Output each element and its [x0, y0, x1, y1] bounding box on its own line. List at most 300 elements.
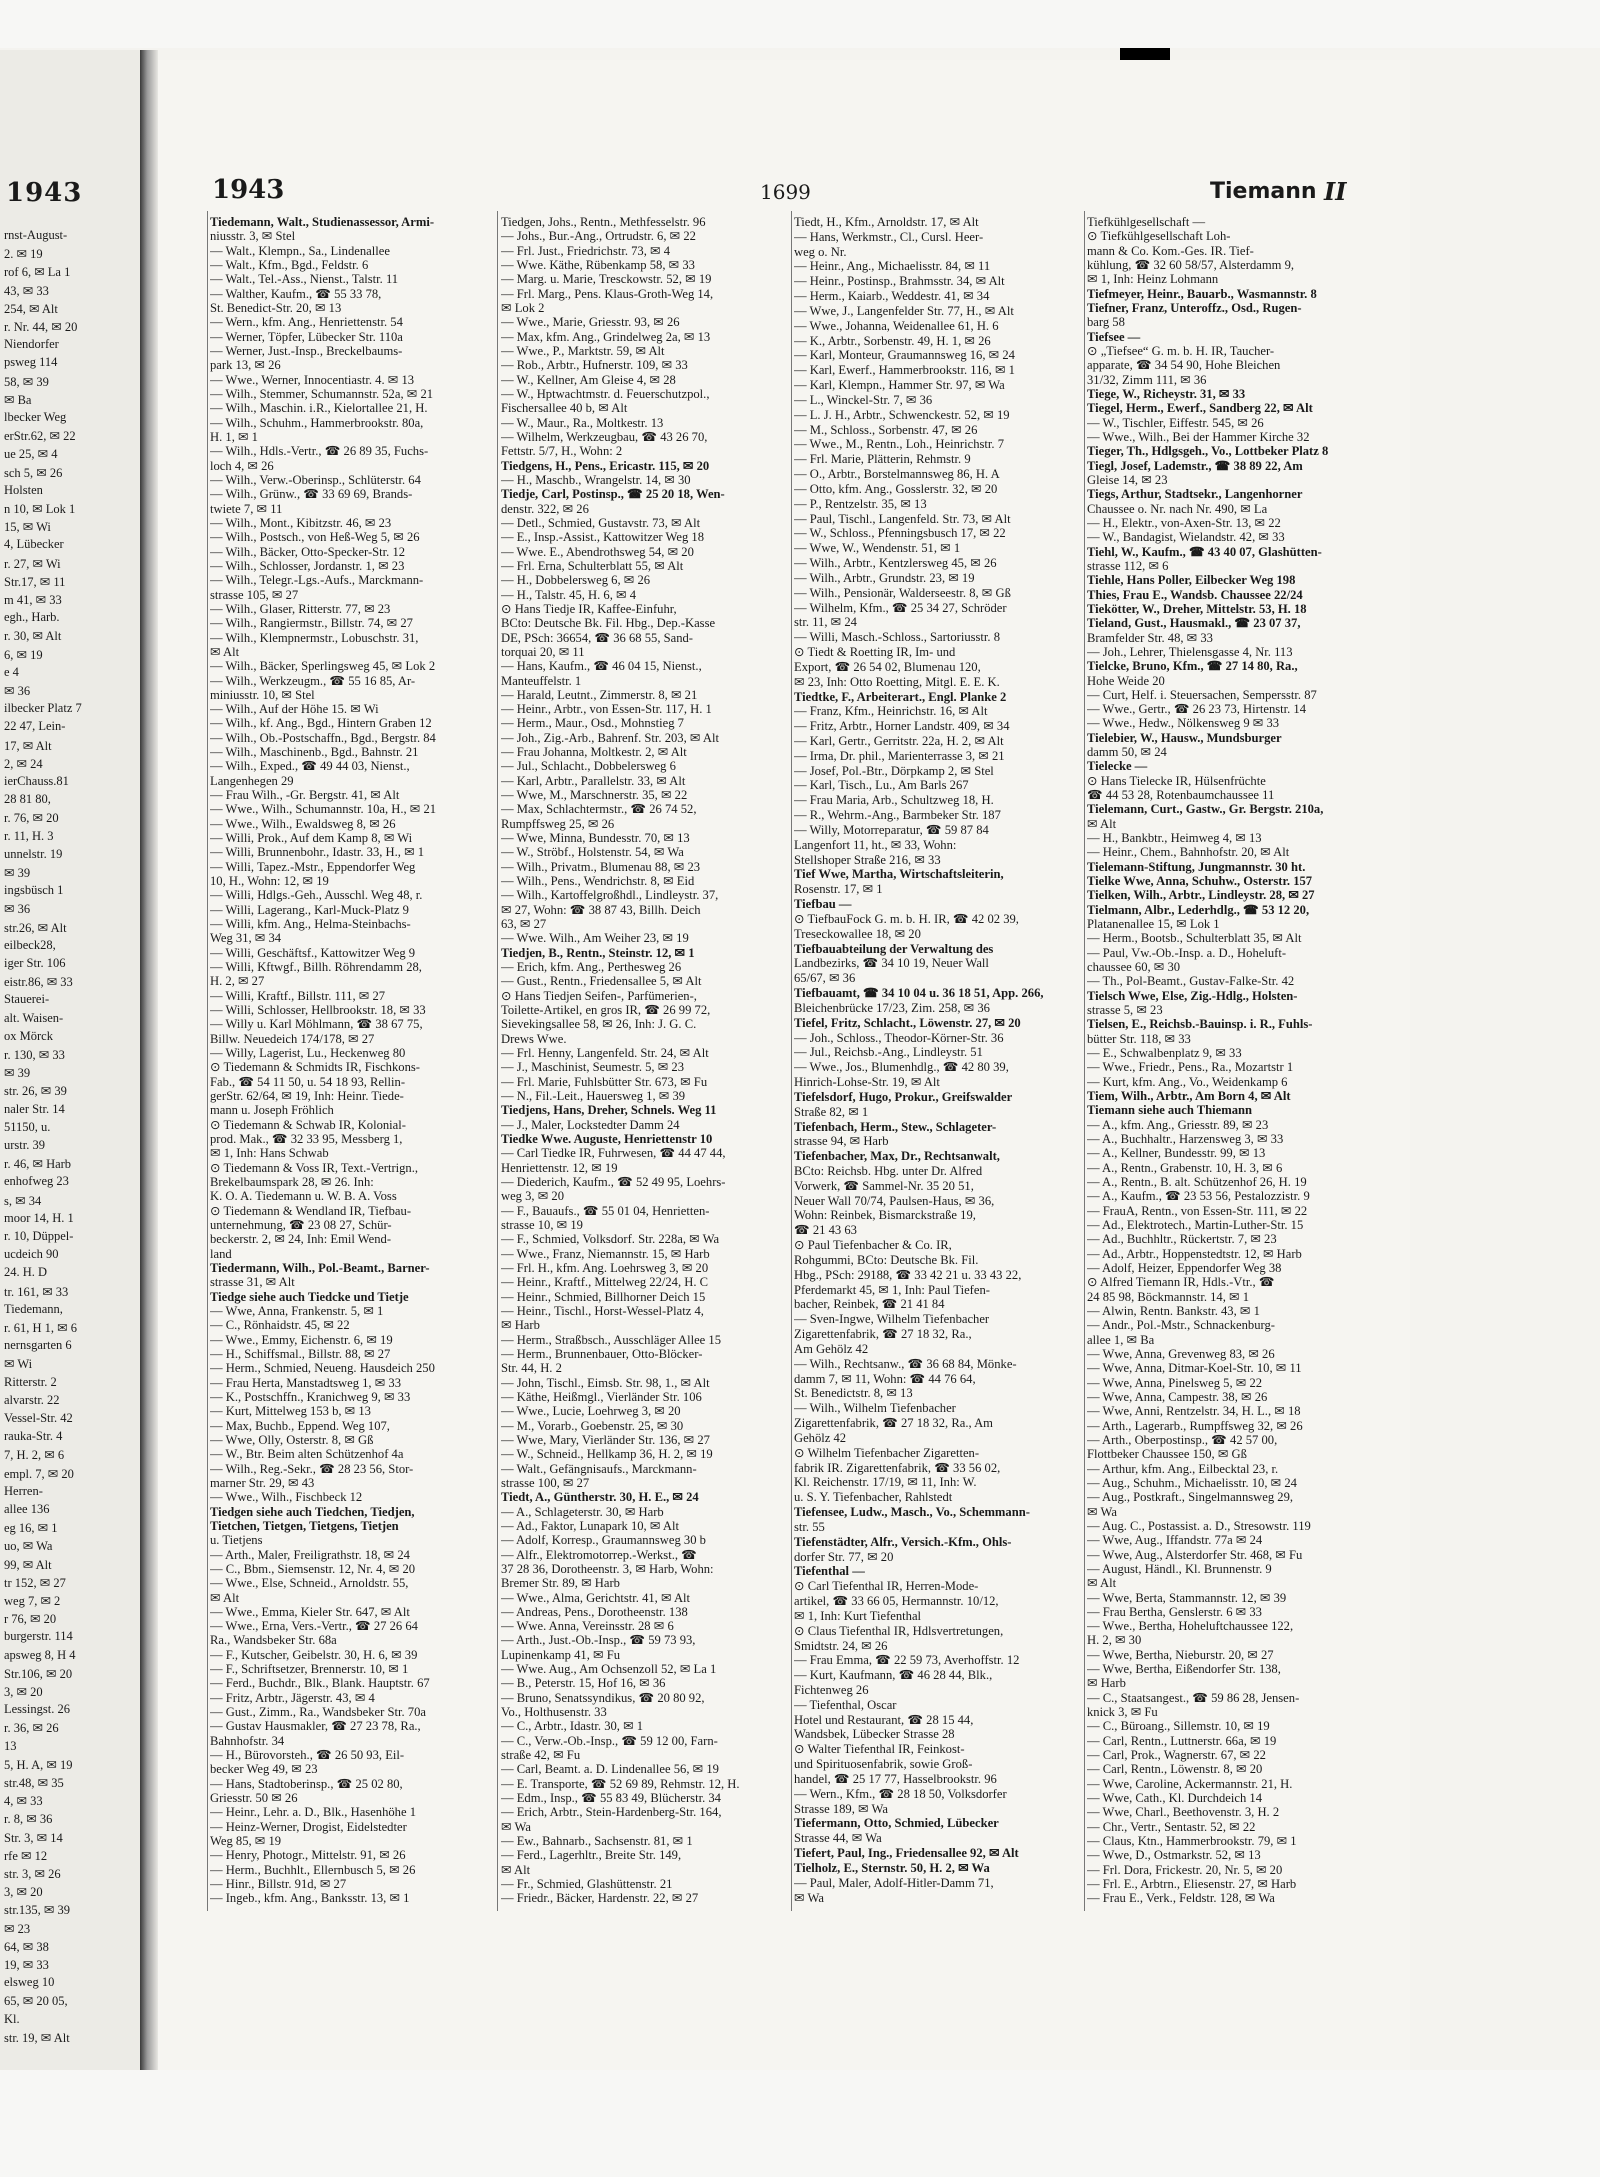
left-page-line: r. 27, ✉ Wi — [4, 556, 61, 571]
directory-entry-line: — O., Arbtr., Borstelmannsweg 86, H. A — [794, 467, 1000, 482]
directory-entry-line: ⊙ Paul Tiefenbacher & Co. IR, — [794, 1238, 952, 1253]
directory-entry-line: unternehmung, ☎ 23 08 27, Schür- — [210, 1217, 392, 1232]
directory-entry-line: Hbg., PSch: 29188, ☎ 33 42 21 u. 33 43 22, — [794, 1267, 1022, 1282]
directory-entry-line: 24 85 98, Böckmannstr. 14, ✉ 1 — [1087, 1289, 1250, 1304]
directory-entry-line: — Wwe., Wilh., Bei der Hammer Kirche 32 — [1087, 429, 1310, 444]
directory-entry-line: Tiefelsdorf, Hugo, Prokur., Greifswalder — [794, 1089, 1013, 1104]
directory-entry-line: — Willi, Kftwgf., Billh. Röhrendamm 28, — [210, 960, 422, 975]
directory-entry-line: — Walt., Kfm., Bgd., Feldstr. 6 — [210, 257, 369, 272]
directory-entry-line: prod. Mak., ☎ 32 33 95, Messberg 1, — [210, 1132, 403, 1146]
directory-entry-line: — Wwe., Wilh., Schumannstr. 10a, H., ✉ 21 — [210, 802, 437, 817]
left-page-line: rauka-Str. 4 — [4, 1429, 63, 1444]
directory-entry-line: — L., Winckel-Str. 7, ✉ 36 — [794, 392, 933, 407]
left-page-year: 1943 — [6, 178, 83, 208]
directory-entry-line: — Willi, Kraftf., Billstr. 111, ✉ 27 — [210, 988, 386, 1003]
directory-entry-line: Landbezirks, ☎ 34 10 19, Neuer Wall — [794, 956, 989, 971]
directory-entry-line: Tiehl, W., Kaufm., ☎ 43 40 07, Glashütten- — [1087, 544, 1322, 559]
directory-entry-line: Wandsbek, Lübecker Strasse 28 — [794, 1727, 955, 1742]
left-page-line: alvarstr. 22 — [4, 1392, 60, 1407]
column-rule — [1084, 211, 1085, 1911]
directory-entry-line: — W., Schloss., Pfenningsbusch 17, ✉ 22 — [794, 526, 1006, 541]
directory-entry-line: loch 4, ✉ 26 — [210, 458, 274, 473]
left-page-line: empl. 7, ✉ 20 — [4, 1466, 74, 1481]
left-page-line: Stauerei- — [4, 992, 50, 1007]
directory-entry-line: — F., Schriftsetzer, Brennerstr. 10, ✉ 1 — [210, 1662, 409, 1677]
left-page-line: 22 47, Lein- — [4, 719, 66, 734]
directory-entry-line: 65/67, ✉ 36 — [794, 971, 856, 986]
directory-entry-line: Zigarettenfabrik, ☎ 27 18 32, Ra., Am — [794, 1416, 993, 1431]
directory-entry-line: — Wwe, Mary, Vierländer Str. 136, ✉ 27 — [501, 1432, 710, 1447]
directory-entry-line: — Wilh., Pens., Wendrichstr. 8, ✉ Eid — [501, 874, 695, 889]
directory-entry-line: — Willi, Hdlgs.-Geh., Ausschl. Weg 48, r. — [210, 888, 423, 903]
directory-entry-line: Tiedemann, Walt., Studienassessor, Armi- — [210, 215, 435, 229]
directory-entry-line: ✉ 27, Wohn: ☎ 38 87 43, Billh. Deich — [501, 902, 701, 917]
left-page-line: allee 136 — [4, 1502, 50, 1516]
directory-entry-line: str. 55 — [794, 1519, 825, 1534]
directory-entry-line: — Paul, Maler, Adolf-Hitler-Damm 71, — [794, 1875, 994, 1890]
left-page-line: rnst-August- — [4, 228, 68, 242]
directory-entry-line: — B., Peterstr. 15, Hof 16, ✉ 36 — [501, 1676, 666, 1691]
directory-entry-line: — Curt, Helf. i. Steuersachen, Sempersstr. 87 — [1087, 687, 1317, 702]
left-page-line: 51150, u. — [4, 1119, 51, 1134]
directory-entry-line: — Arth., Oberpostinsp., ☎ 42 57 00, — [1087, 1432, 1278, 1447]
directory-entry-line: Tielemann-Stiftung, Jungmannstr. 30 ht. — [1087, 859, 1306, 874]
left-page-line: s, ✉ 34 — [4, 1193, 42, 1208]
directory-entry-line: Billw. Neuedeich 174/178, ✉ 27 — [210, 1031, 375, 1046]
directory-entry-line: — Ad., Faktor, Lunapark 10, ✉ Alt — [501, 1518, 679, 1533]
directory-entry-line: ✉ 1, Inh: Hans Schwab — [210, 1146, 329, 1161]
left-page-line: r. 11, H. 3 — [4, 828, 54, 843]
directory-entry-line: niusstr. 3, ✉ Stel — [210, 229, 296, 244]
left-page-line: e 4 — [4, 664, 19, 679]
directory-entry-line: — Detl., Schmied, Gustavstr. 73, ✉ Alt — [501, 515, 701, 530]
directory-entry-line: Bleichenbrücke 17/23, Zim. 258, ✉ 36 — [794, 1000, 990, 1015]
directory-entry-line: — Wwe., P., Marktstr. 59, ✉ Alt — [501, 343, 665, 358]
directory-entry-line: — F., Bauaufs., ☎ 55 01 04, Henrietten- — [501, 1203, 710, 1218]
left-page-line: sch 5, ✉ 26 — [4, 465, 63, 480]
directory-entry-line: ⊙ Wilhelm Tiefenbacher Zigaretten- — [794, 1445, 980, 1460]
directory-entry-line: — C., Staatsangest., ☎ 59 86 28, Jensen- — [1087, 1690, 1300, 1705]
directory-entry-line: Tiegel, Herm., Ewerf., Sandberg 22, ✉ Alt — [1087, 401, 1313, 416]
directory-entry-line: — Wwe, Caroline, Ackermannstr. 21, H. — [1087, 1776, 1293, 1791]
directory-entry-line: Fischersallee 40 b, ✉ Alt — [501, 401, 628, 416]
directory-entry-line: — Wilh., Mont., Kibitzstr. 46, ✉ 23 — [210, 515, 392, 530]
directory-entry-line: — J., Maler, Lockstedter Damm 24 — [501, 1117, 680, 1132]
left-page-line: r. Nr. 44, ✉ 20 — [4, 320, 78, 334]
directory-entry-line: Tiefbauabteilung der Verwaltung des — [794, 941, 994, 956]
directory-entry-line: Tiedermann, Wilh., Pol.-Beamt., Barner- — [210, 1260, 430, 1275]
left-page-line: weg 7, ✉ 2 — [4, 1594, 61, 1608]
directory-entry-line: strasse 105, ✉ 27 — [210, 587, 299, 602]
directory-entry-line: strasse 10, ✉ 19 — [501, 1217, 583, 1232]
directory-entry-line: — Wwe, Anna, Campestr. 38, ✉ 26 — [1087, 1389, 1268, 1404]
left-page-line: 19, ✉ 33 — [4, 1958, 49, 1972]
column-rule — [791, 211, 792, 1911]
left-page-line: m 41, ✉ 33 — [4, 593, 62, 607]
directory-entry-line: Bahnhofstr. 34 — [210, 1733, 285, 1748]
directory-entry-line: — Wwe., Marie, Griesstr. 93, ✉ 26 — [501, 315, 680, 330]
directory-entry-line: — Kurt, Kaufmann, ☎ 46 28 44, Blk., — [794, 1668, 993, 1683]
directory-entry-line: K. O. A. Tiedemann u. W. B. A. Voss — [210, 1189, 397, 1204]
directory-entry-line: — Andr., Pol.-Mstr., Schnackenburg- — [1087, 1318, 1275, 1333]
directory-entry-line: — Kurt, kfm. Ang., Vo., Weidenkamp 6 — [1087, 1074, 1288, 1089]
directory-entry-line: — Wwe, J., Langenfelder Str. 77, H., ✉ Alt — [794, 303, 1014, 318]
directory-entry-line: — C., Rönhaidstr. 45, ✉ 22 — [210, 1318, 350, 1333]
directory-entry-line: — Wilh., Auf der Höhe 15. ✉ Wi — [210, 702, 379, 717]
directory-entry-line: ✉ Wa — [1087, 1504, 1117, 1519]
directory-entry-line: Vo., Holthusenstr. 33 — [501, 1705, 607, 1720]
directory-entry-line: damm 50, ✉ 24 — [1087, 745, 1167, 760]
directory-entry-line: — Rob., Arbtr., Hufnerstr. 109, ✉ 33 — [501, 358, 688, 373]
directory-entry-line: — Andreas, Pens., Dorotheenstr. 138 — [501, 1604, 688, 1619]
directory-entry-line: — Frau Bertha, Genslerstr. 6 ✉ 33 — [1087, 1604, 1262, 1619]
left-page-line: ingsbüsch 1 — [4, 883, 64, 898]
directory-entry-line: Toilette-Artikel, en gros IR, ☎ 26 99 72, — [501, 1003, 711, 1018]
directory-entry-line: — Frau Maria, Arb., Schultzweg 18, H. — [794, 793, 994, 808]
directory-entry-line: — Wwe., Jos., Blumenhdlg., ☎ 42 80 39, — [794, 1060, 1009, 1075]
directory-entry-line: H. 1, ✉ 1 — [210, 429, 258, 444]
directory-entry-line: Tiegs, Arthur, Stadtsekr., Langenhorner — [1087, 487, 1303, 502]
directory-entry-line: ✉ Harb — [1087, 1676, 1126, 1691]
directory-entry-line: Straße 82, ✉ 1 — [794, 1104, 869, 1119]
page-year: 1943 — [212, 175, 285, 205]
directory-entry-line: damm 7, ✉ 11, Wohn: ☎ 44 76 64, — [794, 1371, 976, 1386]
directory-entry-line: — Wwe. E., Abendrothsweg 54, ✉ 20 — [501, 544, 694, 559]
directory-entry-line: Tiegl, Josef, Lademstr., ☎ 38 89 22, Am — [1087, 458, 1303, 473]
left-page-line: ox Mörck — [4, 1028, 53, 1043]
directory-entry-line: — Heinr., Ang., Michaelisstr. 84, ✉ 11 — [794, 259, 991, 274]
directory-entry-line: Tiedge siehe auch Tiedcke und Tietje — [210, 1289, 409, 1304]
directory-entry-line: — Arthur, kfm. Ang., Eilbecktal 23, r. — [1087, 1461, 1279, 1476]
left-page-line: r. 10, Düppel- — [4, 1229, 74, 1243]
directory-entry-line: — M., Vorarb., Goebenstr. 25, ✉ 30 — [501, 1418, 684, 1433]
column-3 — [794, 215, 1081, 1905]
directory-entry-line: — Wilh., Postsch., von Heß-Weg 5, ✉ 26 — [210, 530, 420, 545]
directory-entry-line: St. Benedictstr. 8, ✉ 13 — [794, 1386, 913, 1401]
directory-entry-line: — Wwe., Erna, Vers.-Vertr., ☎ 27 26 64 — [210, 1619, 418, 1634]
left-page-line: Lessingst. 26 — [4, 1702, 70, 1717]
directory-entry-line: Ra., Wandsbeker Str. 68a — [210, 1633, 337, 1648]
left-page-line: str.48, ✉ 35 — [4, 1776, 64, 1790]
directory-entry-line: — Karl, Monteur, Graumannsweg 16, ✉ 24 — [794, 348, 1015, 363]
directory-entry-line: — Sven-Ingwe, Wilhelm Tiefenbacher — [794, 1312, 990, 1327]
directory-entry-line: Bremer Str. 89, ✉ Harb — [501, 1576, 620, 1591]
directory-entry-line: H. 2, ✉ 27 — [210, 974, 265, 989]
directory-entry-line: — Heinr., Kraftf., Mittelweg 22/24, H. C — [501, 1275, 709, 1290]
directory-entry-line: — Frl. Marg., Pens. Klaus-Groth-Weg 14, — [501, 286, 714, 301]
directory-entry-line: — Wwe, Charl., Beethovenstr. 3, H. 2 — [1087, 1805, 1280, 1820]
directory-entry-line: — W., Btr. Beim alten Schützenhof 4a — [210, 1447, 404, 1462]
directory-entry-line: — Th., Pol-Beamt., Gustav-Falke-Str. 42 — [1087, 974, 1295, 989]
directory-entry-line: Tiefermann, Otto, Schmied, Lübecker — [794, 1816, 999, 1831]
directory-entry-line: — Werner, Just.-Insp., Breckelbaums- — [210, 343, 403, 358]
directory-entry-line: Am Gehölz 42 — [794, 1341, 869, 1356]
directory-entry-line: und Spirituosenfabrik, sowie Groß- — [794, 1757, 973, 1772]
directory-entry-line: handel, ☎ 25 17 77, Hasselbrookstr. 96 — [794, 1771, 997, 1786]
directory-entry-line: — E., Schwalbenplatz 9, ✉ 33 — [1087, 1046, 1242, 1061]
directory-entry-line: — Wern., Kfm., ☎ 28 18 50, Volksdorfer — [794, 1786, 1007, 1801]
directory-entry-line: ⊙ Tiefkühlgesellschaft Loh- — [1087, 229, 1231, 244]
directory-entry-line: Tiedgen siehe auch Tiedchen, Tiedjen, — [210, 1504, 415, 1519]
directory-entry-line: gerStr. 62/64, ✉ 19, Inh: Heinr. Tiede- — [210, 1089, 404, 1104]
left-page-line: Vessel-Str. 42 — [4, 1411, 73, 1425]
directory-entry-line: H. 2, ✉ 30 — [1087, 1633, 1142, 1648]
directory-entry-line: strasse 5, ✉ 23 — [1087, 1003, 1163, 1018]
directory-entry-line: — Paul, Tischl., Langenfeld. Str. 73, ✉ Alt — [794, 511, 1011, 526]
directory-entry-line: — Frl. H., kfm. Ang. Loehrsweg 3, ✉ 20 — [501, 1260, 709, 1275]
directory-entry-line: 63, ✉ 27 — [501, 917, 547, 932]
directory-entry-line: mann & Co. Kom.-Ges. IR. Tief- — [1087, 243, 1254, 258]
directory-entry-line: — R., Wehrm.-Ang., Barmbeker Str. 187 — [794, 808, 1001, 823]
directory-entry-line: Tiefmeyer, Heinr., Bauarb., Wasmannstr. 8 — [1087, 286, 1317, 301]
directory-entry-line: chaussee 60, ✉ 30 — [1087, 960, 1181, 975]
directory-entry-line: — Aug., Schuhm., Michaelisstr. 10, ✉ 24 — [1087, 1475, 1297, 1490]
directory-entry-line: — Herm., Bootsb., Schulterblatt 35, ✉ Alt — [1087, 931, 1302, 946]
directory-entry-line: — Karl, Klempn., Hammer Str. 97, ✉ Wa — [794, 378, 1005, 393]
directory-entry-line: Tiefel, Fritz, Schlacht., Löwenstr. 27, ✉ 20 — [794, 1015, 1021, 1030]
directory-entry-line: — Carl, Beamt. a. D. Lindenallee 56, ✉ 19 — [501, 1762, 719, 1777]
directory-entry-line: — Wwe., Alma, Gerichtstr. 41, ✉ Alt — [501, 1590, 691, 1605]
directory-entry-line: ☎ 44 53 28, Rotenbaumchaussee 11 — [1087, 788, 1275, 803]
directory-entry-line: allee 1, ✉ Ba — [1087, 1332, 1155, 1347]
left-page-line: Str. 3, ✉ 14 — [4, 1830, 63, 1845]
left-page-line: 2, ✉ 24 — [4, 756, 43, 771]
directory-entry-line: Tielecke — — [1087, 759, 1148, 774]
left-page-line: ilbecker Platz 7 — [4, 701, 82, 716]
directory-entry-line: park 13, ✉ 26 — [210, 358, 281, 373]
directory-entry-line: Tiefensee, Ludw., Masch., Vo., Schemmann- — [794, 1505, 1030, 1520]
left-page-line: 24. H. D — [4, 1265, 48, 1280]
directory-entry-line: — Frau E., Verk., Feldstr. 128, ✉ Wa — [1087, 1891, 1275, 1906]
left-page-line: lbecker Weg — [4, 410, 67, 424]
directory-entry-line: — Henry, Photogr., Mittelstr. 91, ✉ 26 — [210, 1848, 406, 1863]
directory-entry-line: Brekelbaumspark 28, ✉ 26. Inh: — [210, 1174, 374, 1189]
directory-entry-line: — Wilhelm, Werkzeugbau, ☎ 43 26 70, — [501, 429, 708, 444]
directory-entry-line: — Frl. Henny, Langenfeld. Str. 24, ✉ Alt — [501, 1046, 709, 1061]
book-gutter — [140, 50, 158, 2070]
directory-entry-line: — Chr., Vertr., Sentastr. 52, ✉ 22 — [1087, 1819, 1256, 1834]
left-page-line: enhofweg 23 — [4, 1174, 69, 1189]
directory-entry-line: — Ew., Bahnarb., Sachsenstr. 81, ✉ 1 — [501, 1834, 693, 1849]
directory-entry-line: — Jul., Schlacht., Dobbelersweg 6 — [501, 759, 676, 774]
directory-entry-line: — K., Postschffn., Kranichweg 9, ✉ 33 — [210, 1389, 411, 1404]
directory-entry-line: Fichtenweg 26 — [794, 1682, 869, 1697]
directory-entry-line: Langenhegen 29 — [210, 773, 294, 788]
directory-entry-line: — Herm., Straßbsch., Ausschläger Allee 15 — [501, 1332, 721, 1347]
directory-entry-line: Tieger, Th., Hdlgsgeh., Vo., Lottbeker Platz 8 — [1087, 444, 1329, 459]
directory-entry-line: Tiedjens, Hans, Dreher, Schnels. Weg 11 — [501, 1103, 717, 1118]
directory-entry-line: — Walther, Kaufm., ☎ 55 33 78, — [210, 286, 382, 301]
directory-entry-line: — Fritz, Arbtr., Horner Landstr. 409, ✉ 34 — [794, 719, 1010, 734]
left-page-line: uo, ✉ Wa — [4, 1539, 53, 1554]
directory-entry-line: — Alfr., Elektromotorrep.-Werkst., ☎ — [501, 1547, 697, 1562]
directory-entry-line: — M., Schloss., Sorbenstr. 47, ✉ 26 — [794, 422, 978, 437]
directory-entry-line: ⊙ Carl Tiefenthal IR, Herren-Mode- — [794, 1579, 979, 1594]
directory-entry-line: u. Tietjens — [210, 1533, 263, 1548]
directory-entry-line: — Joh., Lehrer, Thielensgasse 4, Nr. 113 — [1087, 644, 1293, 659]
left-page-line: ucdeich 90 — [4, 1247, 59, 1262]
directory-entry-line: — Wwe, Bertha, Eißendorfer Str. 138, — [1087, 1662, 1281, 1677]
directory-entry-line: denstr. 322, ✉ 26 — [501, 501, 589, 516]
directory-entry-line: Weg 85, ✉ 19 — [210, 1834, 282, 1849]
left-page-line: 99, ✉ Alt — [4, 1557, 52, 1572]
directory-entry-line: Tiemann siehe auch Thiemann — [1087, 1103, 1253, 1118]
directory-entry-line: Thies, Frau E., Wandsb. Chaussee 22/24 — [1087, 587, 1303, 602]
left-page-fragment — [0, 50, 143, 2070]
directory-entry-line: — C., Verw.-Ob.-Insp., ☎ 59 12 00, Farn- — [501, 1733, 718, 1748]
directory-entry-line: — Willy u. Karl Möhlmann, ☎ 38 67 75, — [210, 1017, 423, 1032]
directory-entry-line: — Fr., Schmied, Glashüttenstr. 21 — [501, 1877, 673, 1892]
directory-entry-line: — Adolf, Korresp., Graumannsweg 30 b — [501, 1533, 706, 1548]
directory-entry-line: Tiekötter, W., Dreher, Mittelstr. 53, H. 18 — [1087, 601, 1307, 616]
directory-entry-line: — Wilh., Klempnermstr., Lobuschstr. 31, — [210, 630, 419, 645]
directory-entry-line: — Diederich, Kaufm., ☎ 52 49 95, Loehrs- — [501, 1174, 726, 1189]
directory-entry-line: knick 3, ✉ Fu — [1087, 1705, 1158, 1720]
left-page-line: 28 81 80, — [4, 792, 51, 807]
directory-entry-line: ⊙ Tiedemann & Wendland IR, Tiefbau- — [210, 1203, 412, 1218]
directory-entry-line: ⊙ Tiedemann & Schwab IR, Kolonial- — [210, 1117, 406, 1132]
left-page-line: str.135, ✉ 39 — [4, 1903, 71, 1918]
directory-entry-line: — Wilh., Arbtr., Grundstr. 23, ✉ 19 — [794, 570, 975, 585]
directory-entry-line: — Wwe, Anna, Grevenweg 83, ✉ 26 — [1087, 1346, 1275, 1361]
directory-entry-line: DE, PSch: 36654, ☎ 36 68 55, Sand- — [501, 630, 693, 645]
left-page-line: alt. Waisen- — [4, 1010, 64, 1025]
left-page-line: 4, Lübecker — [4, 537, 64, 552]
directory-entry-line: — L. J. H., Arbtr., Schwenckestr. 52, ✉ 19 — [794, 407, 1010, 422]
directory-entry-line: — Heinz-Werner, Drogist, Eidelstedter — [210, 1819, 407, 1834]
directory-entry-line: — Hinr., Billstr. 91d, ✉ 27 — [210, 1877, 347, 1892]
directory-entry-line: — Joh., Schloss., Theodor-Körner-Str. 36 — [794, 1030, 1004, 1045]
directory-entry-line: Fab., ☎ 54 11 50, u. 54 18 93, Rellin- — [210, 1074, 406, 1089]
directory-entry-line: strasse 100, ✉ 27 — [501, 1475, 590, 1490]
directory-entry-line: — Heinr., Schmied, Billhorner Deich 15 — [501, 1289, 706, 1304]
left-page-line: 254, ✉ Alt — [4, 301, 58, 316]
directory-entry-line: — Arth., Maler, Freiligrathstr. 18, ✉ 24 — [210, 1547, 410, 1562]
directory-entry-line: Manteuffelstr. 1 — [501, 673, 582, 688]
directory-entry-line: — A., Kellner, Bundesstr. 99, ✉ 13 — [1087, 1146, 1266, 1161]
directory-entry-line: — Wwe., Wilh., Fischbeck 12 — [210, 1490, 363, 1505]
directory-entry-line: — Wwe., Gertr., ☎ 26 23 73, Hirtenstr. 14 — [1087, 702, 1307, 717]
directory-entry-line: — Wilh., Bäcker, Sperlingsweg 45, ✉ Lok 2 — [210, 659, 436, 674]
directory-entry-line: — Herm., Brunnenbauer, Otto-Blöcker- — [501, 1346, 703, 1361]
directory-entry-line: — Ferd., Buchdr., Blk., Blank. Hauptstr. 67 — [210, 1676, 430, 1691]
directory-entry-line: ⊙ Claus Tiefenthal IR, Hdlsvertretungen, — [794, 1623, 1004, 1638]
directory-entry-line: — Willi, Lagerang., Karl-Muck-Platz 9 — [210, 902, 409, 917]
directory-entry-line: — Wilh., Kartoffelgroßhdl., Lindleystr. 37, — [501, 888, 719, 903]
directory-entry-line: — Wilh., Wilhelm Tiefenbacher — [794, 1401, 956, 1416]
directory-entry-line: — Wwe., Emma, Kieler Str. 647, ✉ Alt — [210, 1604, 410, 1619]
left-page-line: unnelstr. 19 — [4, 846, 63, 861]
directory-entry-line: — Wwe., Emmy, Eichenstr. 6, ✉ 19 — [210, 1332, 393, 1347]
directory-entry-line: — Willi, Schlosser, Hellbrookstr. 18, ✉ 33 — [210, 1003, 426, 1018]
directory-entry-line: — A., kfm. Ang., Griesstr. 89, ✉ 23 — [1087, 1117, 1269, 1132]
directory-entry-line: 10, H., Wohn: 12, ✉ 19 — [210, 874, 329, 889]
directory-entry-line: — Heinr., Arbtr., von Essen-Str. 117, H. 1 — [501, 702, 712, 717]
directory-entry-line: Pferdemarkt 45, ✉ 1, Inh: Paul Tiefen- — [794, 1282, 990, 1297]
left-page-line: r. 76, ✉ 20 — [4, 811, 59, 826]
directory-entry-line: ⊙ Hans Tiedjen Seifen-, Parfümerien-, — [501, 988, 697, 1003]
directory-entry-line: bacher, Reinbek, ☎ 21 41 84 — [794, 1297, 945, 1312]
directory-entry-line: — Friedr., Bäcker, Hardenstr. 22, ✉ 27 — [501, 1891, 699, 1906]
directory-entry-line: — Wilh., Schlosser, Jordanstr. 1, ✉ 23 — [210, 558, 405, 573]
directory-entry-line: — Wwe, Olly, Osterstr. 8, ✉ Gß — [210, 1432, 374, 1447]
directory-entry-line: — Adolf, Heizer, Eppendorfer Weg 38 — [1087, 1260, 1282, 1275]
directory-entry-line: — W., Hptwachtmstr. d. Feuerschutzpol., — [501, 386, 710, 401]
directory-entry-line: — Wilh., Grünw., ☎ 33 69 69, Brands- — [210, 487, 413, 502]
directory-entry-line: Rumpffsweg 25, ✉ 26 — [501, 816, 615, 831]
directory-entry-line: St. Benedict-Str. 20, ✉ 13 — [210, 300, 342, 315]
directory-entry-line: Gleise 14, ✉ 23 — [1087, 472, 1168, 487]
directory-entry-line: — Herm., Kaiarb., Weddestr. 41, ✉ 34 — [794, 289, 990, 304]
left-page-line: moor 14, H. 1 — [4, 1210, 74, 1225]
left-page-line: ✉ Wi — [4, 1357, 33, 1372]
directory-entry-line: ⊙ Tiedemann & Voss IR, Text.-Vertrign., — [210, 1160, 419, 1175]
left-page-line: ✉ Ba — [4, 392, 32, 407]
directory-entry-line: Lupinenkamp 41, ✉ Fu — [501, 1647, 620, 1662]
column-rule — [497, 211, 498, 1911]
directory-entry-line: Bramfelder Str. 48, ✉ 33 — [1087, 630, 1213, 645]
directory-entry-line: Drews Wwe. — [501, 1031, 567, 1046]
directory-entry-line: Tiem, Wilh., Arbtr., Am Born 4, ✉ Alt — [1087, 1089, 1291, 1104]
left-page-line: ✉ 39 — [4, 866, 31, 880]
directory-entry-line: — Willy, Lagerist, Lu., Heckenweg 80 — [210, 1046, 406, 1061]
directory-entry-line: Tiedgen, Johs., Rentn., Methfesselstr. 96 — [501, 215, 706, 229]
left-page-line: ✉ 36 — [4, 684, 31, 698]
directory-entry-line: Tiefkühlgesellschaft — — [1087, 215, 1206, 229]
directory-entry-line: — C., Arbtr., Idastr. 30, ✉ 1 — [501, 1719, 644, 1734]
directory-entry-line: Tielemann, Curt., Gastw., Gr. Bergstr. 210a, — [1087, 802, 1324, 817]
directory-entry-line: — A., Schlageterstr. 30, ✉ Harb — [501, 1504, 664, 1519]
directory-entry-line: — FrauA, Rentn., von Essen-Str. 111, ✉ 22 — [1087, 1203, 1308, 1218]
top-margin — [0, 0, 1600, 48]
left-page-line: eilbeck28, — [4, 937, 56, 952]
directory-entry-line: — Wwe., Werner, Innocentiastr. 4. ✉ 13 — [210, 372, 415, 387]
directory-entry-line: strasse 31, ✉ Alt — [210, 1275, 295, 1290]
directory-entry-line: — Erich, kfm. Ang., Perthesweg 26 — [501, 960, 682, 975]
directory-entry-line: Rohgummi, BCto: Deutsche Bk. Fil. — [794, 1252, 979, 1267]
directory-entry-line: — Frl. E., Arbtrn., Eliesenstr. 27, ✉ Harb — [1087, 1877, 1297, 1892]
left-page-line: psweg 114 — [4, 355, 58, 370]
left-page-line: ✉ 23 — [4, 1921, 31, 1936]
directory-entry-line: miniusstr. 10, ✉ Stel — [210, 687, 315, 702]
directory-entry-line: — Claus, Ktn., Hammerbrookstr. 79, ✉ 1 — [1087, 1834, 1297, 1849]
left-page-line: urstr. 39 — [4, 1138, 45, 1152]
directory-entry-line: — Fritz, Arbtr., Jägerstr. 43, ✉ 4 — [210, 1690, 375, 1705]
directory-entry-line: — Willi, Brunnenbohr., Idastr. 33, H., ✉ 1 — [210, 845, 425, 860]
directory-entry-line: — Wwe, Aug., Alsterdorfer Str. 468, ✉ Fu — [1087, 1547, 1303, 1562]
directory-entry-line: Langenfort 11, ht., ✉ 33, Wohn: — [794, 837, 957, 852]
directory-entry-line: straße 42, ✉ Fu — [501, 1748, 581, 1763]
directory-entry-line: — H., Bürovorsteh., ☎ 26 50 93, Eil- — [210, 1748, 405, 1763]
left-page-line: Herren- — [4, 1483, 43, 1498]
directory-entry-line: — Willi, Geschäftsf., Kattowitzer Weg 9 — [210, 945, 416, 960]
left-page-line: 17, ✉ Alt — [4, 738, 52, 753]
directory-entry-line: — Wilh., Stemmer, Schumannstr. 52a, ✉ 21 — [210, 386, 434, 401]
directory-entry-line: — John, Tischl., Eimsb. Str. 98, 1., ✉ Alt — [501, 1375, 710, 1390]
left-page-line: r. 61, H 1, ✉ 6 — [4, 1321, 77, 1335]
directory-entry-line: — Wwe., Johanna, Weidenallee 61, H. 6 — [794, 318, 999, 333]
left-page-line: 5, H. A, ✉ 19 — [4, 1757, 73, 1772]
directory-entry-line: bütter Str. 118, ✉ 33 — [1087, 1031, 1191, 1046]
directory-entry-line: ✉ Alt — [1087, 816, 1117, 831]
directory-entry-line: Tiefsee — — [1087, 329, 1141, 344]
directory-entry-line: — Ad., Elektrotech., Martin-Luther-Str. 15 — [1087, 1217, 1304, 1232]
directory-entry-line: — Max, Buchb., Eppend. Weg 107, — [210, 1418, 390, 1433]
directory-entry-line: — Arth., Just.-Ob.-Insp., ☎ 59 73 93, — [501, 1633, 696, 1648]
directory-entry-line: barg 58 — [1087, 315, 1125, 330]
directory-entry-line: strasse 94, ✉ Harb — [794, 1134, 889, 1149]
directory-entry-line: — Wwe, Anni, Rentzelstr. 34, H. L., ✉ 18 — [1087, 1404, 1301, 1419]
